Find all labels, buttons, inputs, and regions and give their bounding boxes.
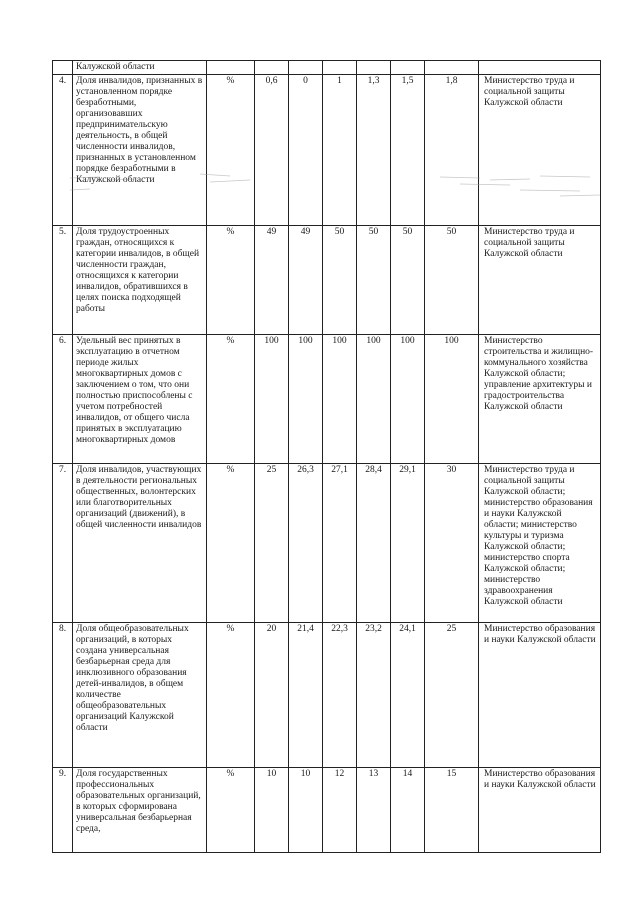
value-cell: 10	[289, 768, 323, 853]
indicator-name-cell: Калужской области	[73, 61, 207, 75]
value-cell	[323, 61, 357, 75]
unit-cell: %	[207, 464, 255, 623]
table-row	[53, 464, 601, 623]
value-cell	[391, 61, 425, 75]
indicators-table	[52, 60, 601, 853]
indicator-name-cell: Удельный вес принятых в эксплуатацию в отчетном периоде жилых многоквартирных домов с заключением о том, что они полностью приспособлены с учетом потребностей инвалидов, от общего числа принятых в эксплуатацию многоквартирных домов	[73, 335, 207, 464]
value-cell: 1,5	[391, 75, 425, 226]
value-cell: 100	[255, 335, 289, 464]
value-cell: 21,4	[289, 623, 323, 768]
value-cell: 20	[255, 623, 289, 768]
indicator-name-cell: Доля инвалидов, признанных в установленном порядке безработными, организовавших предпринимательскую деятельность, в общей численности инвалидов, признанных в установленном порядке безработными в Калужской области	[73, 75, 207, 226]
value-cell: 100	[391, 335, 425, 464]
value-cell: 23,2	[357, 623, 391, 768]
responsible-cell: Министерство строительства и жилищно-коммунального хозяйства Калужской области; управление архитектуры и градостроительства Калужской области	[479, 335, 601, 464]
value-cell: 50	[357, 226, 391, 335]
value-cell	[289, 61, 323, 75]
value-cell	[255, 61, 289, 75]
value-cell: 25	[425, 623, 479, 768]
responsible-cell: Министерство образования и науки Калужской области	[479, 768, 601, 853]
value-cell: 0,6	[255, 75, 289, 226]
table-row	[53, 335, 601, 464]
value-cell: 100	[425, 335, 479, 464]
table-row	[53, 61, 601, 75]
value-cell: 25	[255, 464, 289, 623]
value-cell: 24,1	[391, 623, 425, 768]
value-cell: 22,3	[323, 623, 357, 768]
value-cell: 50	[391, 226, 425, 335]
table-row	[53, 768, 601, 853]
indicator-name-cell: Доля государственных профессиональных образовательных организаций, в которых сформирована универсальная безбарьерная среда,	[73, 768, 207, 853]
responsible-cell	[479, 61, 601, 75]
value-cell: 1,8	[425, 75, 479, 226]
responsible-cell: Министерство труда и социальной защиты Калужской области; министерство образования и науки Калужской области; министерство культуры и туризма Калужской области; министерство спорта Калужской области; министерство здравоохранения Калужской области	[479, 464, 601, 623]
responsible-cell: Министерство труда и социальной защиты Калужской области	[479, 226, 601, 335]
table-row	[53, 623, 601, 768]
table-row	[53, 75, 601, 226]
value-cell: 49	[289, 226, 323, 335]
value-cell: 50	[323, 226, 357, 335]
value-cell: 0	[289, 75, 323, 226]
row-number-cell: 5.	[53, 226, 73, 335]
value-cell: 14	[391, 768, 425, 853]
unit-cell: %	[207, 335, 255, 464]
value-cell: 27,1	[323, 464, 357, 623]
row-number-cell: 4.	[53, 75, 73, 226]
indicator-name-cell: Доля общеобразовательных организаций, в которых создана универсальная безбарьерная среда для инклюзивного образования детей-инвалидов, в общем количестве общеобразовательных организаций Калужской области	[73, 623, 207, 768]
value-cell: 49	[255, 226, 289, 335]
responsible-cell: Министерство труда и социальной защиты Калужской области	[479, 75, 601, 226]
responsible-cell: Министерство образования и науки Калужской области	[479, 623, 601, 768]
value-cell: 10	[255, 768, 289, 853]
value-cell: 15	[425, 768, 479, 853]
row-number-cell: 7.	[53, 464, 73, 623]
unit-cell	[207, 61, 255, 75]
value-cell: 100	[357, 335, 391, 464]
table-row	[53, 226, 601, 335]
indicator-name-cell: Доля трудоустроенных граждан, относящихся к категории инвалидов, в общей численности граждан, относящихся к категории инвалидов, обратившихся в целях поиска подходящей работы	[73, 226, 207, 335]
unit-cell: %	[207, 75, 255, 226]
unit-cell: %	[207, 226, 255, 335]
unit-cell: %	[207, 623, 255, 768]
value-cell: 1,3	[357, 75, 391, 226]
value-cell: 26,3	[289, 464, 323, 623]
row-number-cell: 9.	[53, 768, 73, 853]
value-cell: 100	[323, 335, 357, 464]
value-cell: 50	[425, 226, 479, 335]
indicator-name-cell: Доля инвалидов, участвующих в деятельности региональных общественных, волонтерских или благотворительных организаций (движений), в общей численности инвалидов	[73, 464, 207, 623]
value-cell: 28,4	[357, 464, 391, 623]
value-cell	[357, 61, 391, 75]
value-cell: 29,1	[391, 464, 425, 623]
unit-cell: %	[207, 768, 255, 853]
value-cell: 13	[357, 768, 391, 853]
row-number-cell	[53, 61, 73, 75]
value-cell	[425, 61, 479, 75]
value-cell: 30	[425, 464, 479, 623]
value-cell: 1	[323, 75, 357, 226]
row-number-cell: 8.	[53, 623, 73, 768]
value-cell: 12	[323, 768, 357, 853]
value-cell: 100	[289, 335, 323, 464]
row-number-cell: 6.	[53, 335, 73, 464]
